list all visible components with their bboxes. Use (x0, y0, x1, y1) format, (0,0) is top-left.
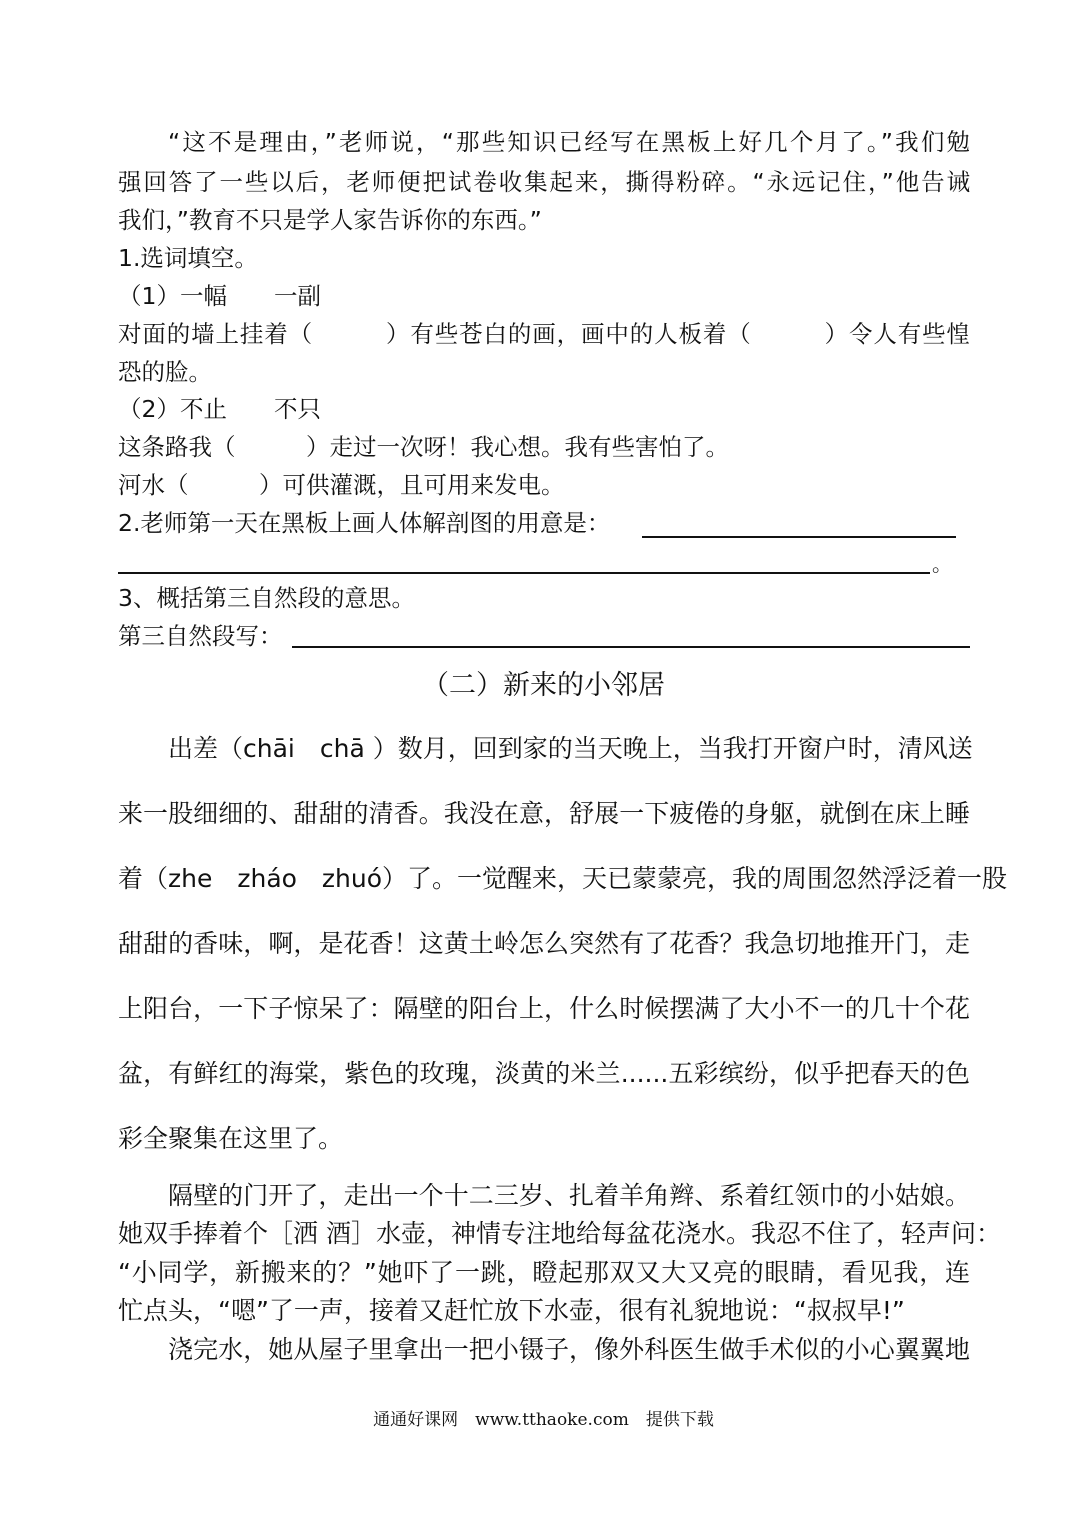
passage2-p2-line-1: 隔壁的门开了，走出一个十二三岁、扎着羊角辫、系着红领巾的小姑娘。 (168, 1181, 970, 1210)
passage2-p1-line-7: 彩全聚集在这里了。 (118, 1124, 344, 1153)
q1-part2-options: （2）不止 不只 (118, 395, 321, 423)
passage2-p1-line-6: 盆，有鲜红的海棠，紫色的玫瑰，淡黄的米兰......五彩缤纷，似乎把春天的色 (118, 1059, 970, 1088)
passage2-p2-line-3: “小同学，新搬来的？”她吓了一跳，瞪起那双又大又亮的眼睛，看见我，连 (118, 1258, 970, 1287)
passage2-p1-line-2: 来一股细细的、甜甜的清香。我没在意，舒展一下疲倦的身躯，就倒在床上睡 (118, 799, 970, 828)
q2-end-mark: 。 (932, 552, 952, 576)
passage1-line-2: 强回答了一些以后，老师便把试卷收集起来，撕得粉碎。“永远记住，”他告诫 (118, 168, 970, 196)
q3-answer-line[interactable] (292, 622, 970, 648)
page-footer: 通通好课网 www.tthaoke.com 提供下载 (373, 1410, 714, 1430)
passage2-p2-line-2: 她双手捧着个［洒 酒］水壶，神情专注地给每盆花浇水。我忍不住了，轻声问： (118, 1219, 1001, 1248)
q2-label: 2.老师第一天在黑板上画人体解剖图的用意是： (118, 509, 611, 537)
q1-part1-sentence-end: 恐的脸。 (118, 358, 212, 386)
passage2-p1-line-5: 上阳台，一下子惊呆了：隔壁的阳台上，什么时候摆满了大小不一的几十个花 (118, 994, 970, 1023)
q1-part2-sentence-1: 这条路我（ ）走过一次呀！我心想。我有些害怕了。 (118, 433, 729, 461)
q1-part1-sentence: 对面的墙上挂着（ ）有些苍白的画，画中的人板着（ ）令人有些惶 (118, 320, 970, 348)
q3-title: 3、概括第三自然段的意思。 (118, 584, 415, 612)
q3-label: 第三自然段写： (118, 622, 283, 650)
q1-title: 1.选词填空。 (118, 244, 258, 272)
passage2-p3-line-1: 浇完水，她从屋子里拿出一把小镊子，像外科医生做手术似的小心翼翼地 (168, 1335, 970, 1364)
passage2-title: （二）新来的小邻居 (422, 670, 665, 701)
q2-answer-line-1[interactable] (642, 512, 956, 538)
passage1-line-3: 我们，”教育不只是学人家告诉你的东西。” (118, 206, 542, 234)
q2-answer-line-2[interactable] (118, 548, 930, 574)
passage2-p1-line-4: 甜甜的香味，啊，是花香！这黄土岭怎么突然有了花香？我急切地推开门，走 (118, 929, 970, 958)
passage2-p1-line-1: 出差（chāi chā ）数月，回到家的当天晚上，当我打开窗户时，清风送 (168, 734, 973, 763)
q1-part2-sentence-2: 河水（ ）可供灌溉，且可用来发电。 (118, 471, 565, 499)
passage2-p2-line-4: 忙点头，“嗯”了一声，接着又赶忙放下水壶，很有礼貌地说：“叔叔早!” (118, 1296, 905, 1325)
passage2-p1-line-3: 着（zhe zháo zhuó）了。一觉醒来，天已蒙蒙亮，我的周围忽然浮泛着一股 (118, 864, 1008, 893)
passage1-line-1: “这不是理由，”老师说，“那些知识已经写在黑板上好几个月了。”我们勉 (168, 128, 970, 156)
q1-part1-options: （1）一幅 一副 (118, 282, 321, 310)
